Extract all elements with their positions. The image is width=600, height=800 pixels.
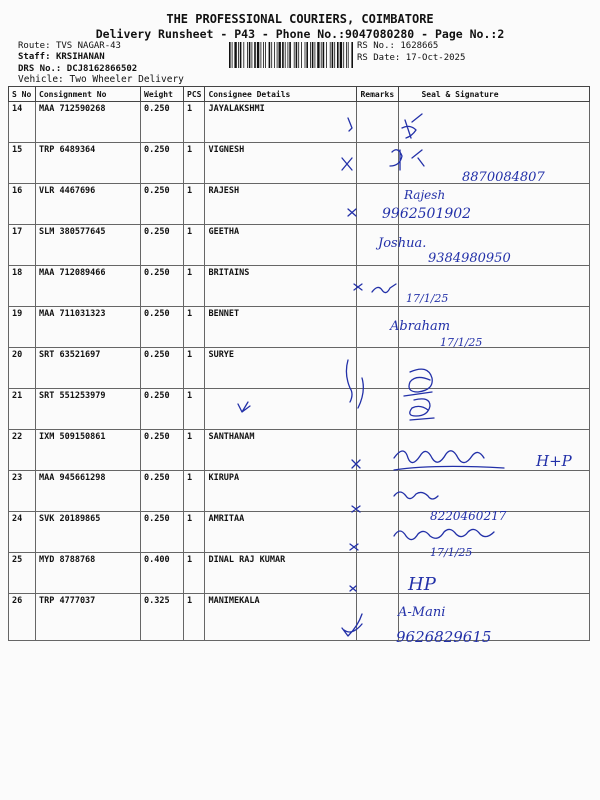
cell-consignee: BRITAINS xyxy=(205,266,357,307)
table-row xyxy=(9,471,590,512)
cell-remarks xyxy=(357,553,399,594)
barcode-bar xyxy=(340,42,342,68)
barcode-bar xyxy=(310,42,311,68)
cell-consignment: SRT 63521697 xyxy=(36,348,141,389)
cell-seal xyxy=(399,512,590,553)
cell-consignment: SRT 551253979 xyxy=(36,389,141,430)
handwritten-phone: 8220460217 xyxy=(430,509,507,523)
barcode-bar xyxy=(277,42,278,68)
table-row xyxy=(9,348,590,389)
cell-consignee: RAJESH xyxy=(205,184,357,225)
cell-sno: 16 xyxy=(9,184,36,225)
cell-sno: 15 xyxy=(9,143,36,184)
cell-weight: 0.250 xyxy=(141,430,184,471)
barcode-bar xyxy=(257,42,259,68)
col-weight: Weight xyxy=(141,87,184,102)
cell-seal xyxy=(399,471,590,512)
cell-seal xyxy=(399,102,590,143)
barcode-bar xyxy=(229,42,231,68)
cell-seal xyxy=(399,389,590,430)
table-header-row xyxy=(9,87,590,102)
table-row xyxy=(9,102,590,143)
handwritten-mark: H+P xyxy=(536,452,572,470)
rs-no-value: 1628665 xyxy=(400,41,439,51)
handwritten-date: 17/1/25 xyxy=(406,292,449,305)
cell-consignment: VLR 4467696 xyxy=(36,184,141,225)
staff-line xyxy=(18,52,105,62)
cell-remarks xyxy=(357,266,399,307)
cell-seal xyxy=(399,225,590,266)
barcode-bar xyxy=(337,42,339,68)
drs-line xyxy=(18,64,137,74)
barcode-bar xyxy=(343,42,344,68)
cell-remarks xyxy=(357,348,399,389)
barcode-bar xyxy=(323,42,325,68)
cell-pcs: 1 xyxy=(184,512,205,553)
handwritten-date: 17/1/25 xyxy=(440,336,483,349)
barcode-bar xyxy=(294,42,295,68)
cell-consignee: SURYE xyxy=(205,348,357,389)
col-pcs: PCS xyxy=(184,87,205,102)
barcode-bar xyxy=(249,42,251,68)
cell-weight: 0.250 xyxy=(141,102,184,143)
barcode-bar xyxy=(254,42,256,68)
cell-remarks xyxy=(357,102,399,143)
col-consignee: Consignee Details xyxy=(205,87,357,102)
cell-seal xyxy=(399,594,590,641)
table-row xyxy=(9,225,590,266)
cell-seal xyxy=(399,348,590,389)
barcode-bar xyxy=(282,42,284,68)
cell-weight: 0.250 xyxy=(141,143,184,184)
cell-consignment: MAA 712089466 xyxy=(36,266,141,307)
barcode-bar xyxy=(301,42,302,68)
barcode-bar xyxy=(305,42,306,68)
cell-sno: 22 xyxy=(9,430,36,471)
runsheet-subtitle: Delivery Runsheet - P43 - Phone No.:9047080280 - Page No.:2 xyxy=(95,27,505,41)
handwritten-phone: 8870084807 xyxy=(462,170,545,185)
col-consignment: Consignment No xyxy=(36,87,141,102)
cell-weight: 0.250 xyxy=(141,512,184,553)
cell-consignment: TRP 6489364 xyxy=(36,143,141,184)
barcode-bar xyxy=(240,42,242,68)
table-row xyxy=(9,594,590,641)
barcode-bar xyxy=(288,42,289,68)
cell-consignment: SLM 380577645 xyxy=(36,225,141,266)
cell-consignee: SANTHANAM xyxy=(205,430,357,471)
cell-remarks xyxy=(357,184,399,225)
cell-remarks xyxy=(357,389,399,430)
table-row xyxy=(9,307,590,348)
barcode-bar xyxy=(274,42,275,68)
barcode-bar xyxy=(289,42,291,68)
handwritten-mark: HP xyxy=(408,574,436,595)
staff-value: KRSIHANAN xyxy=(55,52,105,62)
cell-seal xyxy=(399,184,590,225)
cell-pcs: 1 xyxy=(184,430,205,471)
staff-label: Staff: xyxy=(18,52,51,62)
barcode-bar xyxy=(234,42,236,68)
cell-consignee xyxy=(205,389,357,430)
cell-consignee: AMRITAA xyxy=(205,512,357,553)
cell-consignee: MANIMEKALA xyxy=(205,594,357,641)
cell-sno: 19 xyxy=(9,307,36,348)
barcode-bar xyxy=(312,42,314,68)
barcode-bar xyxy=(321,42,322,68)
barcode-bar xyxy=(326,42,327,68)
vehicle-label: Vehicle: xyxy=(18,74,64,85)
barcode-bar xyxy=(315,42,316,68)
cell-consignee: GEETHA xyxy=(205,225,357,266)
cell-consignee: VIGNESH xyxy=(205,143,357,184)
cell-pcs: 1 xyxy=(184,307,205,348)
cell-pcs: 1 xyxy=(184,225,205,266)
cell-consignment: IXM 509150861 xyxy=(36,430,141,471)
cell-sno: 21 xyxy=(9,389,36,430)
cell-sno: 18 xyxy=(9,266,36,307)
cell-weight: 0.325 xyxy=(141,594,184,641)
barcode-bar xyxy=(232,42,233,68)
cell-consignment: SVK 20189865 xyxy=(36,512,141,553)
barcode-bar xyxy=(298,42,299,68)
cell-remarks xyxy=(357,594,399,641)
barcode-bar xyxy=(247,42,248,68)
col-seal: Seal & Signature xyxy=(399,87,590,102)
cell-remarks xyxy=(357,225,399,266)
cell-weight: 0.250 xyxy=(141,307,184,348)
cell-remarks xyxy=(357,307,399,348)
cell-pcs: 1 xyxy=(184,266,205,307)
cell-sno: 24 xyxy=(9,512,36,553)
barcode-bar xyxy=(317,42,319,68)
cell-seal xyxy=(399,430,590,471)
barcode-bar xyxy=(351,42,353,68)
cell-weight: 0.250 xyxy=(141,266,184,307)
cell-weight: 0.250 xyxy=(141,184,184,225)
cell-sno: 17 xyxy=(9,225,36,266)
barcode-bar xyxy=(263,42,264,68)
runsheet-table xyxy=(8,86,590,641)
barcode-bar xyxy=(265,42,266,68)
cell-pcs: 1 xyxy=(184,102,205,143)
cell-weight: 0.250 xyxy=(141,389,184,430)
rs-number-line xyxy=(357,41,438,51)
table-row xyxy=(9,266,590,307)
cell-consignee: DINAL RAJ KUMAR xyxy=(205,553,357,594)
barcode-bar xyxy=(269,42,271,68)
cell-sno: 23 xyxy=(9,471,36,512)
cell-pcs: 1 xyxy=(184,471,205,512)
cell-pcs: 1 xyxy=(184,348,205,389)
barcode-bar xyxy=(348,42,349,68)
handwritten-name: Abraham xyxy=(390,319,451,334)
vehicle-line xyxy=(18,74,184,85)
cell-consignment: MAA 712590268 xyxy=(36,102,141,143)
cell-consignment: MYD 8788768 xyxy=(36,553,141,594)
table-row xyxy=(9,430,590,471)
cell-consignee: KIRUPA xyxy=(205,471,357,512)
cell-consignment: MAA 945661298 xyxy=(36,471,141,512)
barcode-bar xyxy=(346,42,347,68)
cell-pcs: 1 xyxy=(184,184,205,225)
cell-weight: 0.250 xyxy=(141,471,184,512)
cell-pcs: 1 xyxy=(184,143,205,184)
cell-consignee: JAYALAKSHMI xyxy=(205,102,357,143)
cell-weight: 0.250 xyxy=(141,348,184,389)
route-value: TVS NAGAR-43 xyxy=(55,41,121,51)
cell-consignment: MAA 711031323 xyxy=(36,307,141,348)
barcode-bar xyxy=(279,42,281,68)
barcode-bar xyxy=(332,42,334,68)
handwritten-date: 17/1/25 xyxy=(430,546,473,559)
drs-label: DRS No.: xyxy=(18,64,62,74)
cell-consignment: TRP 4777037 xyxy=(36,594,141,641)
handwritten-name: Rajesh xyxy=(404,188,446,202)
cell-seal xyxy=(399,553,590,594)
cell-sno: 25 xyxy=(9,553,36,594)
table-row xyxy=(9,389,590,430)
cell-seal xyxy=(399,143,590,184)
cell-sno: 14 xyxy=(9,102,36,143)
cell-pcs: 1 xyxy=(184,553,205,594)
cell-consignee: BENNET xyxy=(205,307,357,348)
cell-remarks xyxy=(357,143,399,184)
cell-pcs: 1 xyxy=(184,594,205,641)
route-line xyxy=(18,41,121,51)
handwritten-phone: 9626829615 xyxy=(396,628,492,646)
barcode-bar xyxy=(271,42,272,68)
rs-date-line xyxy=(357,53,465,63)
barcode-bar xyxy=(261,42,262,68)
table-row xyxy=(9,143,590,184)
cell-weight: 0.400 xyxy=(141,553,184,594)
barcode xyxy=(228,42,354,68)
barcode-bar xyxy=(334,42,335,68)
cell-sno: 20 xyxy=(9,348,36,389)
barcode-bar xyxy=(306,42,308,68)
route-label: Route: xyxy=(18,41,51,51)
rs-date-value: 17-Oct-2025 xyxy=(405,53,466,63)
table-row xyxy=(9,184,590,225)
table-row xyxy=(9,553,590,594)
cell-remarks xyxy=(357,430,399,471)
col-remarks: Remarks xyxy=(357,87,399,102)
handwritten-name: A-Mani xyxy=(398,605,446,620)
handwritten-name: Joshua. xyxy=(378,236,427,251)
cell-pcs: 1 xyxy=(184,389,205,430)
cell-remarks xyxy=(357,471,399,512)
handwritten-phone: 9384980950 xyxy=(428,251,511,266)
cell-sno: 26 xyxy=(9,594,36,641)
rs-no-label: RS No.: xyxy=(357,41,395,51)
barcode-bar xyxy=(285,42,286,68)
barcode-bar xyxy=(252,42,253,68)
handwritten-phone: 9962501902 xyxy=(382,206,472,222)
company-title: THE PROFESSIONAL COURIERS, COIMBATORE xyxy=(166,12,434,26)
barcode-bar xyxy=(238,42,239,68)
drs-value: DCJ8162866502 xyxy=(66,64,138,74)
rs-date-label: RS Date: xyxy=(357,53,401,63)
barcode-bar xyxy=(243,42,244,68)
cell-remarks xyxy=(357,512,399,553)
barcode-bar xyxy=(330,42,331,68)
barcode-bar xyxy=(296,42,298,68)
table-row xyxy=(9,512,590,553)
vehicle-value: Two Wheeler Delivery xyxy=(69,74,184,85)
col-sno: S No xyxy=(9,87,36,102)
cell-weight: 0.250 xyxy=(141,225,184,266)
cell-seal xyxy=(399,307,590,348)
cell-seal xyxy=(399,266,590,307)
